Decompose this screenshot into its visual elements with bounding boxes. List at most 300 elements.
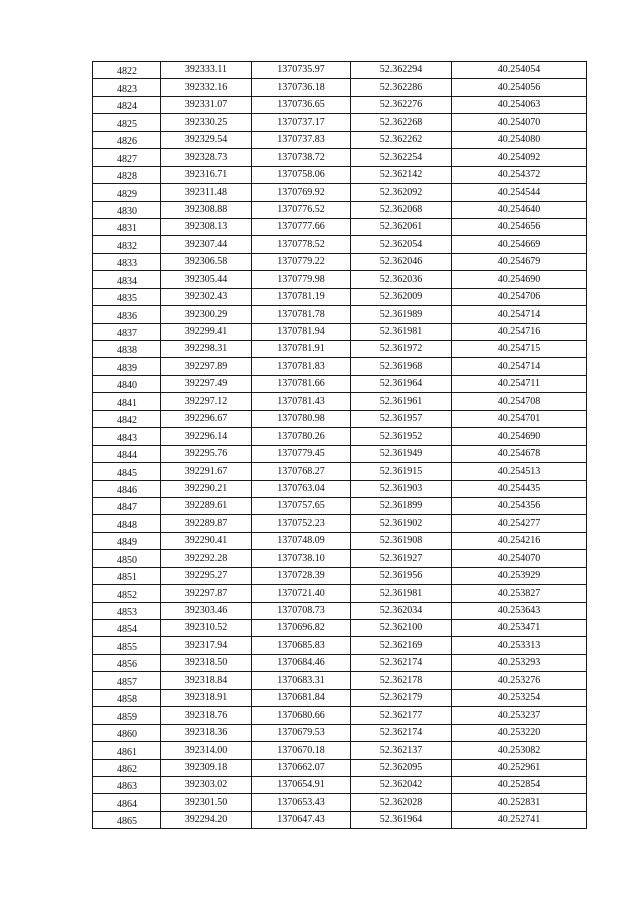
table-row <box>93 445 587 462</box>
longitude-cell <box>351 201 452 218</box>
longitude-text: 52.362095 <box>379 761 423 773</box>
table-row <box>93 794 587 811</box>
longitude-text: 52.361915 <box>379 465 423 477</box>
y-coordinate-text: 1370708.73 <box>277 605 325 616</box>
table-row <box>93 672 587 689</box>
latitude-cell <box>452 166 587 183</box>
table-row <box>93 724 587 741</box>
table-row <box>93 707 587 724</box>
y-coordinate-text: 1370752.23 <box>277 517 325 529</box>
latitude-text: 40.254070 <box>497 116 541 128</box>
longitude-cell <box>351 149 452 166</box>
longitude-cell <box>351 288 452 305</box>
x-coordinate-text: 392317.94 <box>184 639 228 651</box>
table-row <box>93 759 587 776</box>
table-row <box>93 62 587 79</box>
longitude-cell <box>351 323 452 340</box>
table-row <box>93 166 587 183</box>
y-coordinate-cell <box>252 79 351 96</box>
y-coordinate-text: 1370653.43 <box>277 796 325 808</box>
x-coordinate-cell <box>161 445 252 462</box>
y-coordinate-cell <box>252 410 351 427</box>
table-row <box>93 602 587 619</box>
x-coordinate-text: 392308.88 <box>184 203 228 215</box>
table-row <box>93 358 587 375</box>
point-number-text: 4845 <box>117 467 137 479</box>
point-number-cell <box>93 602 161 619</box>
latitude-text: 40.254372 <box>497 169 541 181</box>
y-coordinate-text: 1370781.43 <box>277 395 325 407</box>
y-coordinate-cell <box>252 463 351 480</box>
latitude-cell <box>452 79 587 96</box>
x-coordinate-cell <box>161 672 252 689</box>
x-coordinate-cell <box>161 184 252 201</box>
table-row <box>93 96 587 113</box>
x-coordinate-cell <box>161 306 252 323</box>
latitude-cell <box>452 375 587 392</box>
longitude-cell <box>351 375 452 392</box>
point-number-cell <box>93 654 161 671</box>
x-coordinate-text: 392297.87 <box>184 587 228 599</box>
point-number-cell <box>93 341 161 358</box>
point-number-cell <box>93 96 161 113</box>
latitude-text: 40.254216 <box>497 535 541 547</box>
table-row <box>93 306 587 323</box>
table-row <box>93 271 587 288</box>
point-number-cell <box>93 184 161 201</box>
point-number-text: 4861 <box>117 746 137 758</box>
point-number-cell <box>93 480 161 497</box>
latitude-text: 40.254690 <box>497 273 541 285</box>
longitude-text: 52.362174 <box>379 727 423 739</box>
y-coordinate-cell <box>252 184 351 201</box>
longitude-text: 52.361903 <box>379 482 423 494</box>
longitude-cell <box>351 689 452 706</box>
x-coordinate-text: 392295.76 <box>184 448 228 460</box>
longitude-cell <box>351 410 452 427</box>
x-coordinate-cell <box>161 811 252 828</box>
y-coordinate-cell <box>252 393 351 410</box>
table-row <box>93 323 587 340</box>
longitude-text: 52.361927 <box>379 552 423 564</box>
longitude-text: 52.361957 <box>379 413 423 425</box>
x-coordinate-text: 392318.76 <box>184 709 228 721</box>
point-number-cell <box>93 306 161 323</box>
x-coordinate-cell <box>161 131 252 148</box>
x-coordinate-cell <box>161 218 252 235</box>
longitude-text: 52.362174 <box>379 657 423 669</box>
x-coordinate-cell <box>161 410 252 427</box>
y-coordinate-text: 1370670.18 <box>277 744 325 756</box>
y-coordinate-text: 1370748.09 <box>277 535 325 547</box>
y-coordinate-cell <box>252 201 351 218</box>
longitude-text: 52.361899 <box>379 500 423 512</box>
point-number-cell <box>93 672 161 689</box>
point-number-cell <box>93 166 161 183</box>
latitude-cell <box>452 672 587 689</box>
longitude-cell <box>351 79 452 96</box>
point-number-text: 4851 <box>117 572 137 584</box>
x-coordinate-cell <box>161 776 252 793</box>
x-coordinate-text: 392301.50 <box>184 796 228 808</box>
latitude-cell <box>452 811 587 828</box>
x-coordinate-cell <box>161 620 252 637</box>
latitude-cell <box>452 96 587 113</box>
y-coordinate-text: 1370681.84 <box>277 692 325 704</box>
point-number-cell <box>93 759 161 776</box>
latitude-text: 40.253254 <box>497 692 541 704</box>
point-number-cell <box>93 689 161 706</box>
point-number-text: 4860 <box>117 729 137 741</box>
x-coordinate-text: 392318.84 <box>184 674 228 686</box>
latitude-text: 40.254715 <box>497 343 541 355</box>
longitude-text: 52.362068 <box>379 203 423 215</box>
point-number-text: 4827 <box>117 153 137 165</box>
longitude-text: 52.362177 <box>379 709 423 721</box>
table-row <box>93 236 587 253</box>
y-coordinate-text: 1370780.26 <box>277 430 325 442</box>
x-coordinate-cell <box>161 707 252 724</box>
latitude-cell <box>452 794 587 811</box>
x-coordinate-cell <box>161 602 252 619</box>
latitude-text: 40.254714 <box>497 360 541 372</box>
y-coordinate-cell <box>252 602 351 619</box>
x-coordinate-cell <box>161 114 252 131</box>
y-coordinate-cell <box>252 62 351 79</box>
point-number-text: 4857 <box>117 676 137 688</box>
table-row <box>93 149 587 166</box>
latitude-cell <box>452 463 587 480</box>
x-coordinate-text: 392297.89 <box>184 360 228 372</box>
longitude-cell <box>351 218 452 235</box>
longitude-text: 52.362169 <box>379 639 423 651</box>
latitude-cell <box>452 497 587 514</box>
longitude-text: 52.362028 <box>379 796 423 808</box>
table-row <box>93 654 587 671</box>
latitude-cell <box>452 306 587 323</box>
x-coordinate-text: 392290.41 <box>184 535 228 547</box>
table-row <box>93 253 587 270</box>
table-row <box>93 567 587 584</box>
table-row <box>93 532 587 549</box>
x-coordinate-text: 392318.91 <box>184 692 228 704</box>
latitude-text: 40.253471 <box>497 622 541 634</box>
point-number-cell <box>93 637 161 654</box>
y-coordinate-cell <box>252 271 351 288</box>
longitude-cell <box>351 341 452 358</box>
point-number-text: 4824 <box>117 101 137 113</box>
point-number-text: 4833 <box>117 258 137 270</box>
latitude-cell <box>452 742 587 759</box>
x-coordinate-text: 392328.73 <box>184 151 228 163</box>
point-number-cell <box>93 445 161 462</box>
y-coordinate-text: 1370779.22 <box>277 256 325 268</box>
y-coordinate-text: 1370758.06 <box>277 169 325 181</box>
x-coordinate-cell <box>161 149 252 166</box>
x-coordinate-text: 392291.67 <box>184 465 228 477</box>
x-coordinate-text: 392330.25 <box>184 116 228 128</box>
point-number-cell <box>93 201 161 218</box>
x-coordinate-text: 392307.44 <box>184 238 228 250</box>
longitude-cell <box>351 707 452 724</box>
latitude-cell <box>452 707 587 724</box>
table-row <box>93 742 587 759</box>
longitude-text: 52.362042 <box>379 779 423 791</box>
longitude-cell <box>351 62 452 79</box>
point-number-text: 4835 <box>117 293 137 305</box>
longitude-text: 52.361952 <box>379 430 423 442</box>
latitude-cell <box>452 184 587 201</box>
x-coordinate-cell <box>161 393 252 410</box>
longitude-cell <box>351 776 452 793</box>
y-coordinate-text: 1370738.10 <box>277 552 325 564</box>
latitude-cell <box>452 759 587 776</box>
latitude-cell <box>452 515 587 532</box>
latitude-cell <box>452 654 587 671</box>
y-coordinate-text: 1370780.98 <box>277 413 325 425</box>
point-number-cell <box>93 271 161 288</box>
latitude-cell <box>452 218 587 235</box>
latitude-text: 40.254706 <box>497 291 541 303</box>
x-coordinate-text: 392303.46 <box>184 605 228 616</box>
table-row <box>93 689 587 706</box>
point-number-cell <box>93 393 161 410</box>
longitude-text: 52.362100 <box>379 622 423 634</box>
x-coordinate-cell <box>161 271 252 288</box>
x-coordinate-cell <box>161 515 252 532</box>
latitude-cell <box>452 149 587 166</box>
latitude-text: 40.253082 <box>497 744 541 756</box>
point-number-cell <box>93 358 161 375</box>
point-number-cell <box>93 114 161 131</box>
x-coordinate-cell <box>161 79 252 96</box>
x-coordinate-cell <box>161 288 252 305</box>
x-coordinate-text: 392289.87 <box>184 517 228 529</box>
x-coordinate-text: 392297.12 <box>184 395 228 407</box>
table-row <box>93 114 587 131</box>
x-coordinate-text: 392303.02 <box>184 779 228 791</box>
point-number-text: 4852 <box>117 589 137 601</box>
x-coordinate-text: 392302.43 <box>184 291 228 303</box>
point-number-text: 4848 <box>117 519 137 531</box>
table-row <box>93 375 587 392</box>
y-coordinate-cell <box>252 445 351 462</box>
latitude-text: 40.252854 <box>497 779 541 791</box>
latitude-text: 40.254711 <box>497 378 541 390</box>
longitude-text: 52.361964 <box>379 814 423 826</box>
point-number-cell <box>93 515 161 532</box>
y-coordinate-text: 1370737.83 <box>277 134 325 146</box>
latitude-text: 40.253237 <box>497 709 541 721</box>
x-coordinate-text: 392295.27 <box>184 570 228 582</box>
latitude-text: 40.253827 <box>497 587 541 599</box>
longitude-cell <box>351 672 452 689</box>
longitude-text: 52.362061 <box>379 221 423 233</box>
x-coordinate-text: 392298.31 <box>184 343 228 355</box>
point-number-cell <box>93 567 161 584</box>
x-coordinate-text: 392318.50 <box>184 657 228 669</box>
y-coordinate-cell <box>252 759 351 776</box>
point-number-text: 4841 <box>117 397 137 409</box>
x-coordinate-cell <box>161 724 252 741</box>
point-number-text: 4864 <box>117 798 137 810</box>
point-number-cell <box>93 497 161 514</box>
longitude-cell <box>351 393 452 410</box>
point-number-cell <box>93 375 161 392</box>
y-coordinate-cell <box>252 532 351 549</box>
point-number-text: 4843 <box>117 432 137 444</box>
point-number-text: 4842 <box>117 415 137 427</box>
latitude-cell <box>452 689 587 706</box>
longitude-text: 52.361956 <box>379 570 423 582</box>
y-coordinate-cell <box>252 707 351 724</box>
longitude-text: 52.362092 <box>379 186 423 198</box>
table-row <box>93 131 587 148</box>
point-number-cell <box>93 62 161 79</box>
table-row <box>93 585 587 602</box>
y-coordinate-cell <box>252 811 351 828</box>
y-coordinate-text: 1370680.66 <box>277 709 325 721</box>
x-coordinate-cell <box>161 532 252 549</box>
y-coordinate-text: 1370735.97 <box>277 64 325 76</box>
point-number-text: 4826 <box>117 136 137 148</box>
latitude-text: 40.253313 <box>497 639 541 651</box>
latitude-text: 40.254056 <box>497 81 541 93</box>
longitude-text: 52.362142 <box>379 169 423 181</box>
longitude-cell <box>351 724 452 741</box>
longitude-cell <box>351 445 452 462</box>
point-number-text: 4829 <box>117 188 137 200</box>
table-row <box>93 811 587 828</box>
y-coordinate-text: 1370781.94 <box>277 326 325 337</box>
point-number-cell <box>93 323 161 340</box>
point-number-text: 4838 <box>117 345 137 357</box>
longitude-cell <box>351 236 452 253</box>
x-coordinate-text: 392333.11 <box>184 64 228 76</box>
y-coordinate-text: 1370769.92 <box>277 186 325 198</box>
longitude-text: 52.362009 <box>379 291 423 303</box>
point-number-cell <box>93 79 161 96</box>
x-coordinate-text: 392306.58 <box>184 256 228 268</box>
point-number-cell <box>93 149 161 166</box>
y-coordinate-cell <box>252 131 351 148</box>
table-row <box>93 463 587 480</box>
latitude-text: 40.252741 <box>497 814 541 826</box>
latitude-cell <box>452 323 587 340</box>
longitude-text: 52.362286 <box>379 81 423 93</box>
x-coordinate-text: 392316.71 <box>184 169 228 181</box>
latitude-text: 40.254690 <box>497 430 541 442</box>
x-coordinate-cell <box>161 201 252 218</box>
longitude-cell <box>351 532 452 549</box>
table-row <box>93 393 587 410</box>
y-coordinate-text: 1370777.66 <box>277 221 325 233</box>
longitude-cell <box>351 515 452 532</box>
longitude-cell <box>351 463 452 480</box>
latitude-text: 40.254701 <box>497 413 541 425</box>
table-row <box>93 341 587 358</box>
latitude-text: 40.254063 <box>497 99 541 111</box>
latitude-cell <box>452 253 587 270</box>
latitude-cell <box>452 550 587 567</box>
y-coordinate-cell <box>252 253 351 270</box>
x-coordinate-text: 392305.44 <box>184 273 228 285</box>
latitude-text: 40.253293 <box>497 657 541 669</box>
y-coordinate-cell <box>252 620 351 637</box>
latitude-text: 40.254356 <box>497 500 541 512</box>
point-number-cell <box>93 742 161 759</box>
x-coordinate-cell <box>161 654 252 671</box>
x-coordinate-text: 392296.67 <box>184 413 228 425</box>
x-coordinate-text: 392308.13 <box>184 221 228 233</box>
y-coordinate-cell <box>252 585 351 602</box>
latitude-cell <box>452 776 587 793</box>
longitude-cell <box>351 358 452 375</box>
x-coordinate-cell <box>161 62 252 79</box>
y-coordinate-text: 1370781.78 <box>277 308 325 320</box>
point-number-text: 4822 <box>117 66 137 78</box>
table-row <box>93 184 587 201</box>
point-number-text: 4830 <box>117 205 137 217</box>
latitude-text: 40.254669 <box>497 238 541 250</box>
latitude-cell <box>452 567 587 584</box>
longitude-text: 52.362276 <box>379 99 423 111</box>
latitude-cell <box>452 602 587 619</box>
latitude-text: 40.254513 <box>497 465 541 477</box>
x-coordinate-text: 392300.29 <box>184 308 228 320</box>
latitude-cell <box>452 393 587 410</box>
y-coordinate-cell <box>252 742 351 759</box>
point-number-text: 4856 <box>117 659 137 671</box>
table-row <box>93 776 587 793</box>
x-coordinate-text: 392318.36 <box>184 727 228 739</box>
latitude-text: 40.254714 <box>497 308 541 320</box>
x-coordinate-text: 392329.54 <box>184 134 228 146</box>
latitude-cell <box>452 114 587 131</box>
x-coordinate-cell <box>161 497 252 514</box>
y-coordinate-text: 1370779.45 <box>277 448 325 460</box>
longitude-cell <box>351 759 452 776</box>
y-coordinate-cell <box>252 689 351 706</box>
y-coordinate-text: 1370781.66 <box>277 378 325 390</box>
longitude-text: 52.362268 <box>379 116 423 128</box>
x-coordinate-text: 392310.52 <box>184 622 228 634</box>
longitude-text: 52.361989 <box>379 308 423 320</box>
y-coordinate-text: 1370776.52 <box>277 203 325 215</box>
latitude-cell <box>452 620 587 637</box>
x-coordinate-cell <box>161 358 252 375</box>
x-coordinate-cell <box>161 567 252 584</box>
longitude-cell <box>351 306 452 323</box>
x-coordinate-cell <box>161 794 252 811</box>
point-number-cell <box>93 253 161 270</box>
longitude-text: 52.361964 <box>379 378 423 390</box>
y-coordinate-cell <box>252 428 351 445</box>
longitude-cell <box>351 497 452 514</box>
longitude-text: 52.361981 <box>379 587 423 599</box>
point-number-text: 4854 <box>117 624 137 636</box>
point-number-cell <box>93 218 161 235</box>
x-coordinate-text: 392311.48 <box>184 186 228 198</box>
longitude-text: 52.362294 <box>379 64 423 76</box>
table-row <box>93 201 587 218</box>
longitude-text: 52.361972 <box>379 343 423 355</box>
x-coordinate-cell <box>161 585 252 602</box>
latitude-cell <box>452 724 587 741</box>
y-coordinate-cell <box>252 149 351 166</box>
point-number-text: 4858 <box>117 694 137 706</box>
longitude-text: 52.362179 <box>379 692 423 704</box>
